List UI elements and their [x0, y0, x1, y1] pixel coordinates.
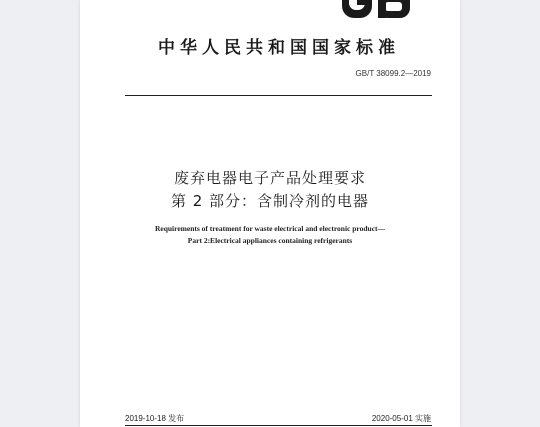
footer-divider: [125, 425, 432, 426]
header-divider: [125, 95, 432, 96]
english-title-line1: Requirements of treatment for waste electrical and electronic product—: [154, 224, 386, 233]
issue-date: 2019-10-18 发布: [125, 414, 185, 423]
standard-number: GB/T 38099.2—2019: [355, 69, 431, 78]
chinese-title-line2: 第 2 部分：含制冷剂的电器: [170, 192, 370, 210]
implementation-date: 2020-05-01 实施: [371, 414, 431, 423]
national-standard-title: 中华人民共和国国家标准: [158, 38, 400, 58]
document-page: [80, 0, 460, 427]
gb-logo: [339, 0, 413, 22]
chinese-title-line1: 废弃电器电子产品处理要求: [173, 169, 366, 187]
english-title-line2: Part 2:Electrical appliances containing refrigerants: [187, 236, 353, 245]
